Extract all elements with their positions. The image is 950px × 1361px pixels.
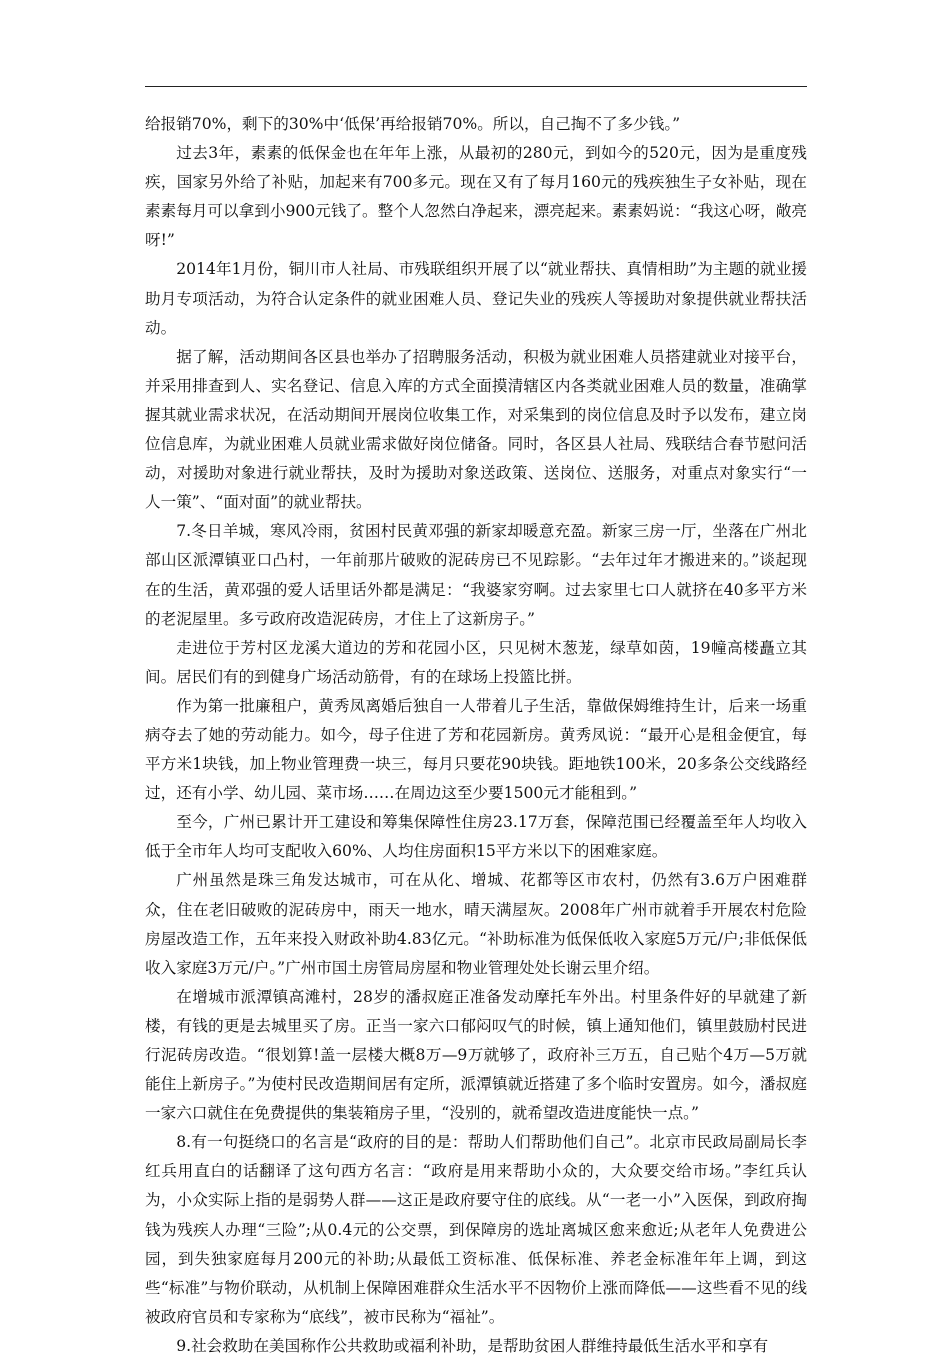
paragraph-5: 7.冬日羊城，寒风冷雨，贫困村民黄邓强的新家却暖意充盈。新家三房一厅，坐落在广州北部山区派潭镇亚口凸村，一年前那片破败的泥砖房已不见踪影。“去年过年才搬进来的。”谈起现在的生活，黄邓强的爱人话里话外都是满足：“我婆家穷啊。过去家里七口人就挤在40多平方米的老泥屋里。多亏政府改造泥砖房，才住上了这新房子。” (145, 522, 807, 628)
paragraph-12: 9.社会救助在美国称作公共救助或福利补助，是帮助贫困人群维持最低生活水平和享有 (176, 1336, 769, 1355)
paragraph-10: 在增城市派潭镇高滩村，28岁的潘叔庭正准备发动摩托车外出。村里条件好的早就建了新楼，有钱的更是去城里买了房。正当一家六口郁闷叹气的时候，镇上通知他们，镇里鼓励村民进行泥砖房改造。“很划算!盖一层楼大概8万—9万就够了，政府补三万五，自己贴个4万—5万就能住上新房子。”为使村民改造期间居有定所，派潭镇就近搭建了多个临时安置房。如今，潘叔庭一家六口就住在免费提供的集装箱房子里，“没别的，就希望改造进度能快一点。” (145, 987, 807, 1123)
document-body (145, 110, 807, 1361)
paragraph-9: 广州虽然是珠三角发达城市，可在从化、增城、花都等区市农村，仍然有3.6万户困难群众，住在老旧破败的泥砖房中，雨天一地水，晴天满屋灰。2008年广州市就着手开展农村危险房屋改造工作，五年来投入财政补助4.83亿元。“补助标准为低保低收入家庭5万元/户;非低保低收入家庭3万元/户。”广州市国土房管局房屋和物业管理处处长谢云里介绍。 (145, 871, 807, 977)
paragraph-6: 走进位于芳村区龙溪大道边的芳和花园小区，只见树木葱茏，绿草如茵，19幢高楼矗立其间。居民们有的到健身广场活动筋骨，有的在球场上投篮比拼。 (145, 638, 807, 686)
paragraph-8: 至今，广州已累计开工建设和筹集保障性住房23.17万套，保障范围已经覆盖至年人均收入低于全市年人均可支配收入60%、人均住房面积15平方米以下的困难家庭。 (145, 813, 807, 861)
paragraph-1-continued: 给报销70%，剩下的30%中‘低保’再给报销70%。所以，自己掏不了多少钱。” (145, 115, 681, 133)
paragraph-3: 2014年1月份，铜川市人社局、市残联组织开展了以“就业帮扶、真情相助”为主题的就业援助月专项活动，为符合认定条件的就业困难人员、登记失业的残疾人等援助对象提供就业帮扶活动。 (145, 260, 807, 337)
paragraph-7: 作为第一批廉租户，黄秀凤离婚后独自一人带着儿子生活，靠做保姆维持生计，后来一场重病夺去了她的劳动能力。如今，母子住进了芳和花园新房。黄秀凤说：“最开心是租金便宜，每平方米1块钱，加上物业管理费一块三，每月只要花90块钱。距地铁100米，20多条公交线路经过，还有小学、幼儿园、菜市场……在周边这至少要1500元才能租到。” (145, 696, 807, 803)
paragraph-4: 据了解，活动期间各区县也举办了招聘服务活动，积极为就业困难人员搭建就业对接平台，并采用排查到人、实名登记、信息入库的方式全面摸清辖区内各类就业困难人员的数量，准确掌握其就业需求状况，在活动期间开展岗位收集工作，对采集到的岗位信息及时予以发布，建立岗位信息库，为就业困难人员就业需求做好岗位储备。同时，各区县人社局、残联结合春节慰问活动，对援助对象进行就业帮扶，及时为援助对象送政策、送岗位、送服务，对重点对象实行“一人一策”、“面对面”的就业帮扶。 (145, 347, 807, 512)
header-rule (145, 86, 807, 87)
paragraph-11: 8.有一句挺绕口的名言是“政府的目的是：帮助人们帮助他们自己”。北京市民政局副局长李红兵用直白的话翻译了这句西方名言：“政府是用来帮助小众的，大众要交给市场。”李红兵认为，小众实际上指的是弱势人群——这正是政府要守住的底线。从“一老一小”入医保，到政府掏钱为残疾人办理“三险”;从0.4元的公交票，到保障房的选址离城区愈来愈近;从老年人免费进公园，到失独家庭每月200元的补助;从最低工资标准、低保标准、养老金标准年年上调，到这些“标准”与物价联动，从机制上保障困难群众生活水平不因物价上涨而降低——这些看不见的线被政府官员和专家称为“底线”，被市民称为“福祉”。 (145, 1133, 807, 1326)
paragraph-2: 过去3年，素素的低保金也在年年上涨，从最初的280元，到如今的520元，因为是重度残疾，国家另外给了补贴，加起来有700多元。现在又有了每月160元的残疾独生子女补贴，现在素素每月可以拿到小900元钱了。整个人忽然白净起来，漂亮起来。素素妈说：“我这心呀，敞亮呀!” (145, 144, 807, 250)
